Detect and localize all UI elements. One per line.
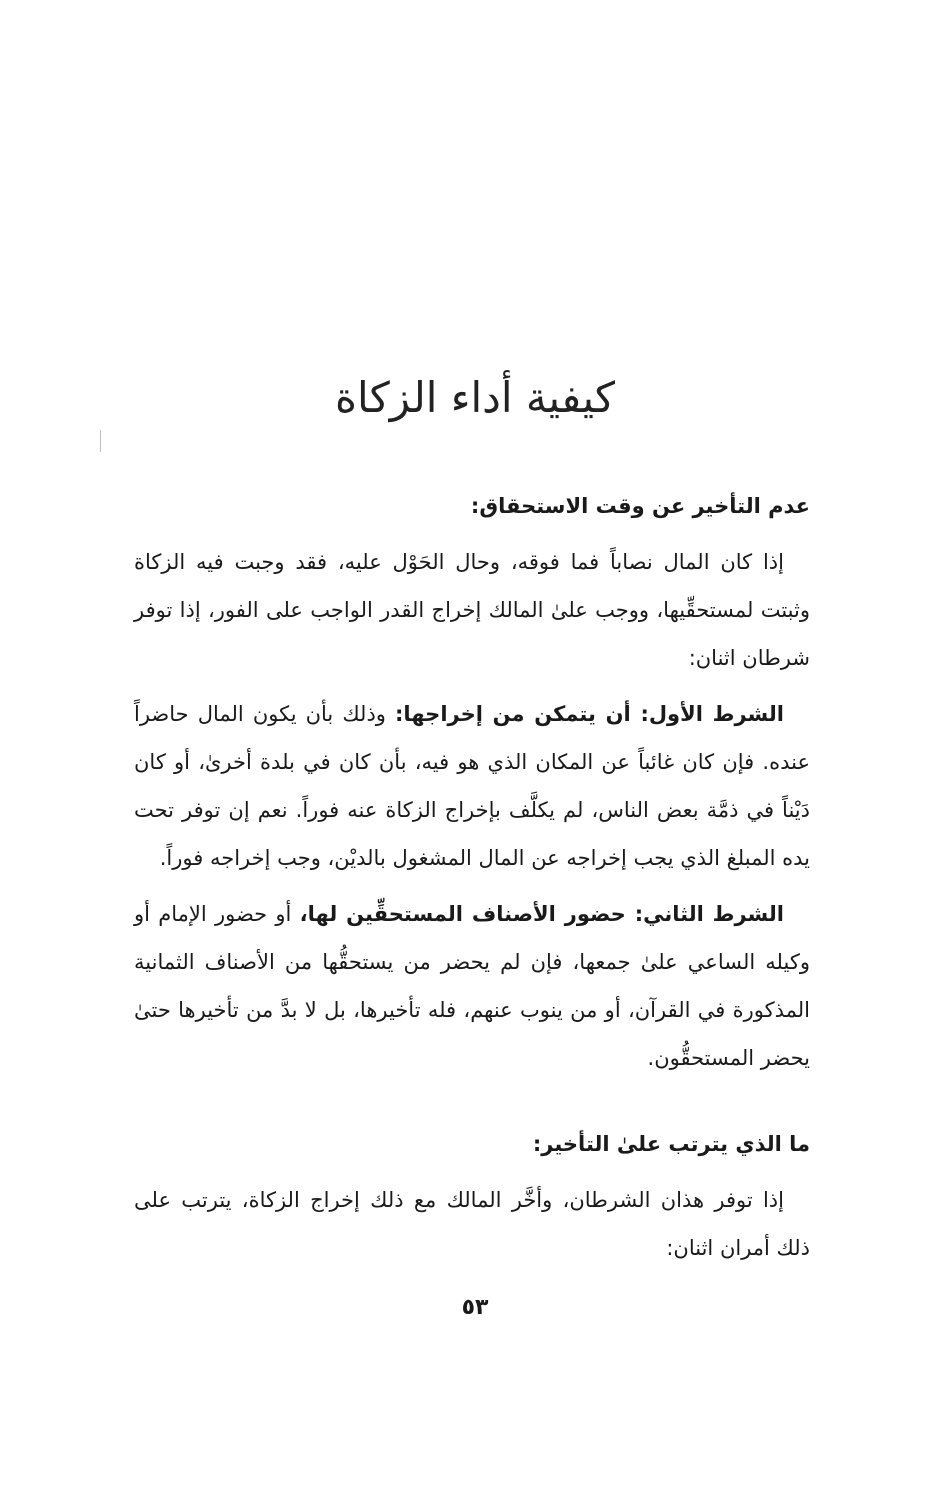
paragraph <box>134 538 810 682</box>
section-gap <box>134 1090 810 1120</box>
paragraph-text: إذا توفر هذان الشرطان، وأخَّر المالك مع ذلك إخراج الزكاة، يترتب على ذلك أمران اثنان: <box>134 1188 810 1260</box>
condition-lead: الشرط الثاني: حضور الأصناف المستحقِّين لها، <box>299 902 785 926</box>
section-heading: عدم التأخير عن وقت الاستحقاق: <box>470 494 810 518</box>
section-2 <box>134 1120 810 1272</box>
paragraph-text: وذلك بأن يكون المال حاضراً عنده. فإن كان غائباً عن المكان الذي هو فيه، بأن كان في بلدة أخرىٰ، أو كان دَيْناً في ذمَّة بعض الناس، لم يكلَّف بإخراج الزكاة عنه فوراً. نعم إن توفر تحت يده المبلغ الذي يجب إخراجه عن المال المشغول بالديْن، وجب إخراجه فوراً. <box>134 702 810 870</box>
paragraph <box>134 1176 810 1272</box>
condition-lead: الشرط الأول: أن يتمكن من إخراجها: <box>395 702 784 726</box>
paragraph-condition-1 <box>134 690 810 882</box>
section-1 <box>134 482 810 1082</box>
section-heading: ما الذي يترتب علىٰ التأخير: <box>532 1132 810 1156</box>
page-content <box>134 482 810 1280</box>
page-number: ٥٣ <box>461 1295 489 1320</box>
chapter-title: كيفية أداء الزكاة <box>334 373 616 423</box>
paragraph-condition-2 <box>134 890 810 1082</box>
paragraph-text: أو حضور الإمام أو وكيله الساعي علىٰ جمعها، فإن لم يحضر من يستحقُّها من الأصناف الثمانية المذكورة في القرآن، أو من ينوب عنهم، فله تأخيرها، بل لا بدَّ من تأخيرها حتىٰ يحضر المستحقُّون. <box>134 902 810 1070</box>
margin-mark <box>100 430 101 452</box>
paragraph-text: إذا كان المال نصاباً فما فوقه، وحال الحَوْل عليه، فقد وجبت فيه الزكاة وثبتت لمستحقِّيها، ووجب علىٰ المالك إخراج القدر الواجب على الفور، إذا توفر شرطان اثنان: <box>134 550 810 670</box>
